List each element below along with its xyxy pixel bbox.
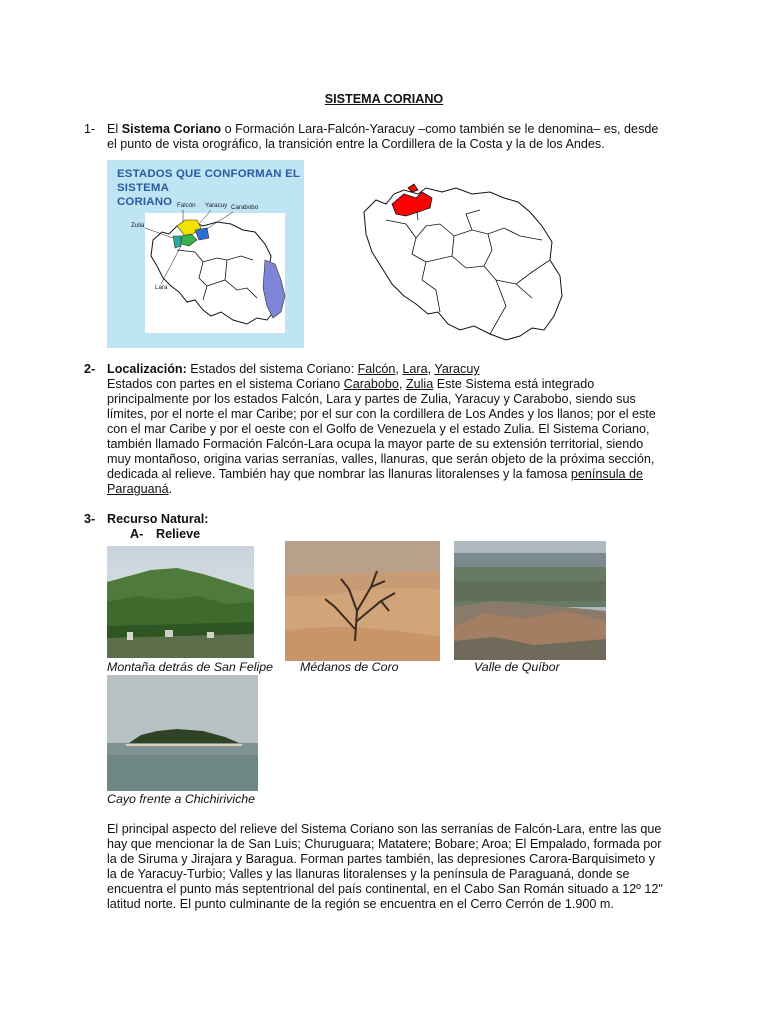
text: o Formación Lara-Falcón-Yaracuy –como también se le denomina– es, desde	[221, 122, 659, 136]
map-label-yaracuy: Yaracuy	[205, 202, 228, 209]
link-carabobo[interactable]: Carabobo	[343, 377, 399, 391]
paragraph-line: la de Yaracuy-Turbio; Valles y las llanuras litoralenses y la península de Paraguaná, donde se	[107, 867, 630, 881]
venezuela-map-colored	[107, 160, 304, 348]
map-label-carabobo: Carabobo	[231, 204, 259, 211]
section-2-line: con el mar Caribe y por el oeste con el Golfo de Venezuela y el estado Zulia. El Sistema Coriano,	[107, 422, 650, 436]
photo-medanos-coro	[285, 541, 440, 661]
section-1-line-2: el punto de vista orográfico, la transición entre la Cordillera de la Costa y la de los Andes.	[107, 137, 605, 151]
venezuela-map-outline	[356, 180, 578, 350]
map-label-falcon: Falcón	[177, 202, 196, 209]
map-estados-coriano	[107, 160, 304, 348]
paragraph-line: latitud norte. El punto culminante de la región se encuentra en el Cerro Cerrón de 1.900 m.	[107, 897, 614, 911]
relieve-paragraph	[107, 822, 662, 912]
recurso-natural-heading: Recurso Natural:	[107, 512, 209, 526]
section-1-number: 1-	[84, 122, 96, 136]
text: dedicada al relieve. También hay que nombrar las llanuras litoralenses y la famosa	[107, 467, 571, 481]
caption-chichiriviche: Cayo frente a Chichiriviche	[107, 792, 256, 806]
text: ,	[395, 362, 403, 376]
page-title: SISTEMA CORIANO	[324, 92, 444, 106]
section-3	[84, 512, 484, 542]
link-falcon[interactable]: Falcón	[357, 362, 396, 376]
section-2-line: muy montañoso, origina varias serranías, valles, llanuras, que serán objeto de la próxima sección,	[107, 452, 655, 466]
section-1-line-1	[107, 122, 658, 137]
paragraph-line: El principal aspecto del relieve del Sistema Coriano son las serranías de Falcón-Lara, entre las que	[107, 822, 662, 836]
map-label-lara: Lara	[155, 284, 168, 291]
link-lara[interactable]: Lara	[402, 362, 428, 376]
caption-coro: Médanos de Coro	[300, 660, 399, 674]
term-sistema-coriano: Sistema Coriano	[121, 122, 222, 136]
text: .	[168, 482, 173, 496]
paragraph-line: encuentra el punto más septentrional del país continental, en el Cabo San Román situado a 12º 12"	[107, 882, 663, 896]
link-zulia[interactable]: Zulia	[405, 377, 434, 391]
paragraph-line: la de Siruma y Jirajara y Baragua. Forman partes también, las depresiones Carora-Barquisimeto y	[107, 852, 656, 866]
section-2	[84, 362, 674, 497]
section-2-line: límites, por el norte el mar Caribe; por el sur con la cordillera de Los Andes y los llanos; por el este	[107, 407, 656, 421]
section-2-line-1	[107, 362, 480, 377]
link-yaracuy[interactable]: Yaracuy	[434, 362, 480, 376]
photo-montana-san-felipe	[107, 546, 254, 658]
section-2-number: 2-	[84, 362, 96, 376]
subsection-a-number: A-	[130, 527, 144, 541]
map-label-zulia: Zulia	[131, 222, 145, 229]
section-2-line-2	[107, 377, 594, 392]
caption-san-felipe: Montaña detrás de San Felipe	[107, 660, 274, 674]
relieve-heading: Relieve	[156, 527, 201, 541]
text: Este Sistema está integrado	[433, 377, 595, 391]
map-heading-line-1: ESTADOS QUE CONFORMAN EL SISTEMA	[117, 168, 300, 194]
text: ,	[427, 362, 435, 376]
section-1	[84, 122, 704, 152]
text: ,	[398, 377, 406, 391]
section-2-line: principalmente por los estados Falcón, Lara y partes de Zulia, Yaracuy y Carabobo, siendo sus	[107, 392, 636, 406]
link-paraguana[interactable]: Paraguaná	[107, 482, 169, 496]
photo-valle-quibor	[454, 541, 606, 660]
map-heading-line-2: CORIANO	[117, 196, 173, 208]
text: El	[107, 122, 122, 136]
localizacion-heading: Localización:	[107, 362, 187, 376]
caption-quibor: Valle de Quíbor	[474, 660, 560, 674]
section-2-line-last	[107, 467, 674, 482]
paragraph-line: hay que mencionar la de San Luis; Churuguara; Matatere; Bobare; Aroa; El Empalado, formada por	[107, 837, 662, 851]
section-2-line: también llamado Formación Falcón-Lara ocupa la mayor parte de su extensión territorial, siendo	[107, 437, 644, 451]
text: Estados con partes en el sistema Coriano	[107, 377, 344, 391]
section-2-line-end	[107, 482, 674, 497]
link-peninsula-paraguana[interactable]: península de	[570, 467, 644, 481]
text: Estados del sistema Coriano:	[186, 362, 358, 376]
photo-cayo-chichiriviche	[107, 675, 258, 791]
section-3-number: 3-	[84, 512, 96, 526]
